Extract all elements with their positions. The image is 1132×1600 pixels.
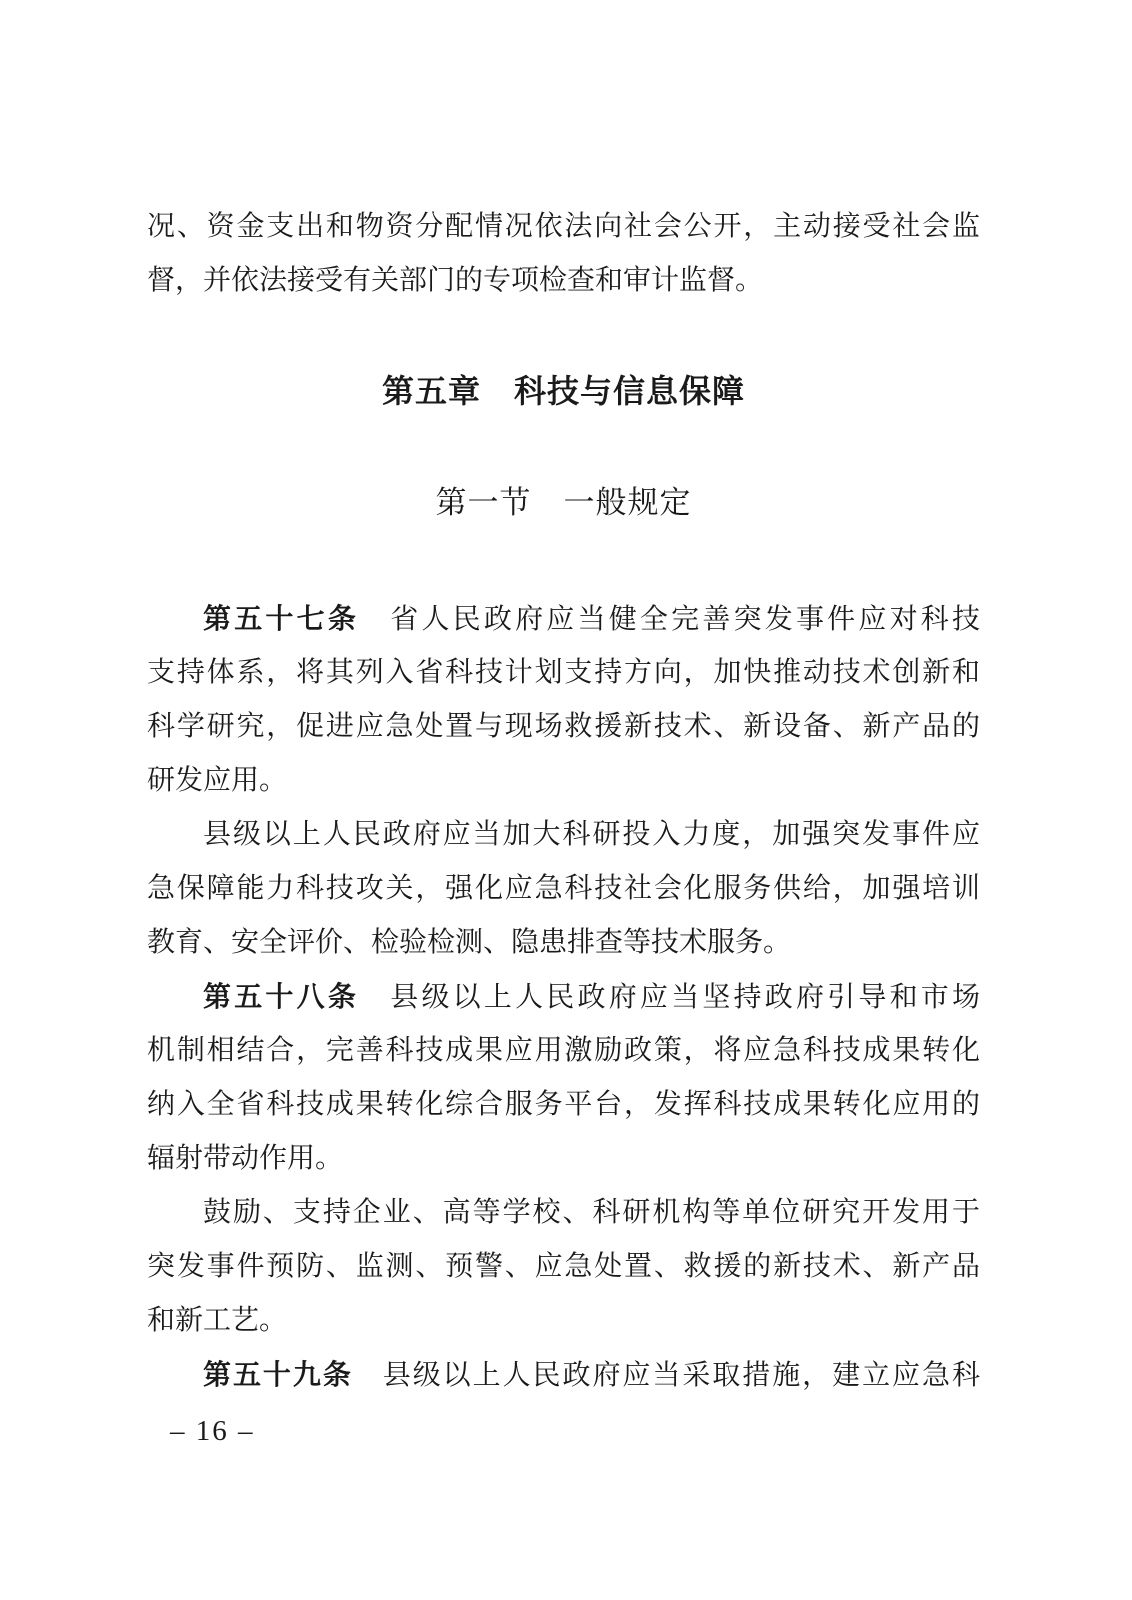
- line-text: 省人民政府应当健全完善突发事件应对科技: [359, 604, 980, 635]
- line-text: 县级以上人民政府应当采取措施，建立应急科: [352, 1360, 980, 1391]
- text-line: 研发应用。: [147, 765, 288, 796]
- chapter-heading: 第五章 科技与信息保障: [381, 373, 745, 409]
- text-line: 教育、安全评价、检验检测、隐患排查等技术服务。: [147, 927, 792, 958]
- text-line: 鼓励、支持企业、高等学校、科研机构等单位研究开发用于: [203, 1197, 980, 1228]
- text-line: 和新工艺。: [147, 1305, 288, 1336]
- text-line: 科学研究，促进应急处置与现场救援新技术、新设备、新产品的: [147, 711, 980, 742]
- section-heading: 第一节 一般规定: [435, 485, 692, 520]
- page-number: – 16 –: [170, 1415, 255, 1447]
- text-line: [147, 970, 980, 1024]
- text-line: [147, 1348, 980, 1402]
- article-number: 第五十八条: [203, 981, 360, 1012]
- text-line: 急保障能力科技攻关，强化应急科技社会化服务供给，加强培训: [147, 873, 980, 904]
- text-line: 辐射带动作用。: [147, 1143, 344, 1174]
- text-line: 况、资金支出和物资分配情况依法向社会公开，主动接受社会监: [147, 211, 980, 242]
- line-text: 县级以上人民政府应当坚持政府引导和市场: [359, 982, 980, 1013]
- text-line: 县级以上人民政府应当加大科研投入力度，加强突发事件应: [203, 819, 980, 850]
- paragraph: [147, 970, 980, 1186]
- paragraph: [147, 592, 980, 808]
- article-number: 第五十七条: [203, 603, 360, 634]
- paragraph: [147, 1186, 980, 1348]
- text-line: 支持体系，将其列入省科技计划支持方向，加快推动技术创新和: [147, 657, 980, 688]
- text-line: [147, 592, 980, 646]
- paragraph: [147, 200, 980, 308]
- text-line: 督，并依法接受有关部门的专项检查和审计监督。: [147, 265, 764, 296]
- text-line: 突发事件预防、监测、预警、应急处置、救援的新技术、新产品: [147, 1251, 980, 1282]
- article-number: 第五十九条: [203, 1359, 353, 1390]
- paragraph: [147, 1348, 980, 1402]
- document-content: [147, 200, 980, 1402]
- paragraph: [147, 808, 980, 970]
- text-line: 纳入全省科技成果转化综合服务平台，发挥科技成果转化应用的: [147, 1089, 980, 1120]
- text-line: 机制相结合，完善科技成果应用激励政策，将应急科技成果转化: [147, 1035, 980, 1066]
